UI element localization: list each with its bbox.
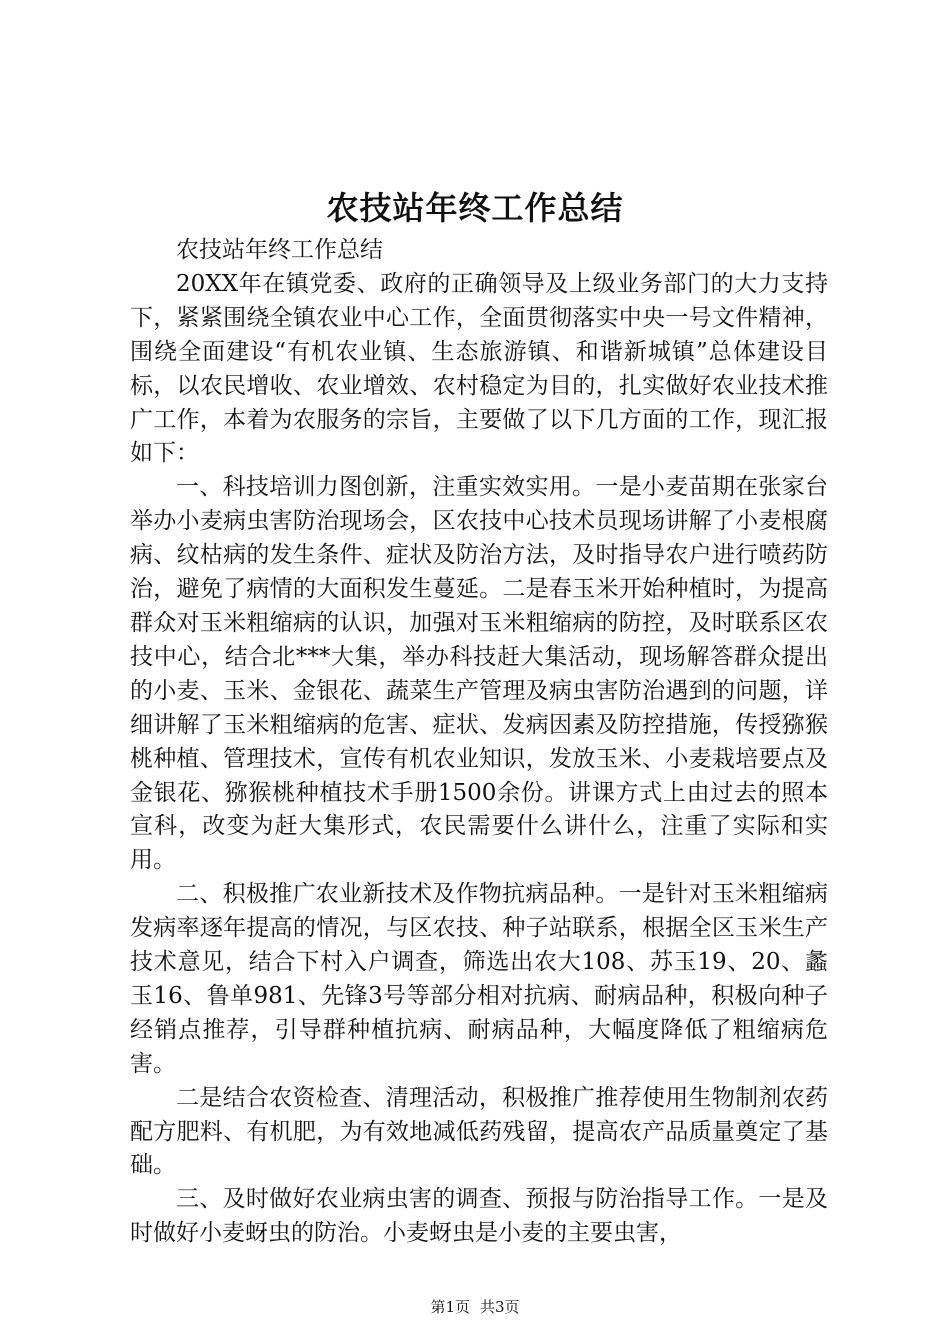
paragraph-section-2: 二、积极推广农业新技术及作物抗病品种。一是针对玉米粗缩病发病率逐年提高的情况，与区农技、种子站联系，根据全区玉米生产技术意见，结合下村入户调查，筛选出农大108、苏玉19、20、蠡玉16、鲁单981、先锋3号等部分相对抗病、耐病品种，积极向种子经销点推荐，引导群种植抗病、耐病品种，大幅度降低了粗缩病危害。 <box>130 881 828 1077</box>
page-number: 第1页 <box>430 1298 470 1316</box>
paragraph-intro: 20XX年在镇党委、政府的正确领导及上级业务部门的大力支持下，紧紧围绕全镇农业中心工作，全面贯彻落实中央一号文件精神，围绕全面建设“有机农业镇、生态旅游镇、和谐新城镇”总体建设目标，以农民增收、农业增效、农村稳定为目的，扎实做好农业技术推广工作，本着为农服务的宗旨，主要做了以下几方面的工作，现汇报如下： <box>130 270 828 467</box>
paragraph-section-1: 一、科技培训力图创新，注重实效实用。一是小麦苗期在张家台举办小麦病虫害防治现场会，区农技中心技术员现场讲解了小麦根腐病、纹枯病的发生条件、症状及防治方法，及时指导农户进行喷药防治，避免了病情的大面积发生蔓延。二是春玉米开始种植时，为提高群众对玉米粗缩病的认识，加强对玉米粗缩病的防控，及时联系区农技中心，结合北***大集，举办科技赶大集活动，现场解答群众提出的小麦、玉米、金银花、蔬菜生产管理及病虫害防治遇到的问题，详细讲解了玉米粗缩病的危害、症状、发病因素及防控措施，传授猕猴桃种植、管理技术，宣传有机农业知识，发放玉米、小麦栽培要点及金银花、猕猴桃种植技术手册1500余份。讲课方式上由过去的照本宣科，改变为赶大集形式，农民需要什么讲什么，注重了实际和实用。 <box>130 474 828 874</box>
document-title: 农技站年终工作总结 <box>326 189 624 227</box>
page-total: 共3页 <box>480 1298 520 1316</box>
paragraph-section-2-part-2: 二是结合农资检查、清理活动，积极推广推荐使用生物制剂农药配方肥料、有机肥，为有效地减低药残留，提高农产品质量奠定了基础。 <box>130 1084 828 1179</box>
document-body <box>130 234 828 1251</box>
paragraph-section-3: 三、及时做好农业病虫害的调查、预报与防治指导工作。一是及时做好小麦蚜虫的防治。小麦蚜虫是小麦的主要虫害， <box>130 1186 828 1247</box>
paragraph-subtitle: 农技站年终工作总结 <box>176 237 383 263</box>
page-footer <box>0 1296 950 1318</box>
